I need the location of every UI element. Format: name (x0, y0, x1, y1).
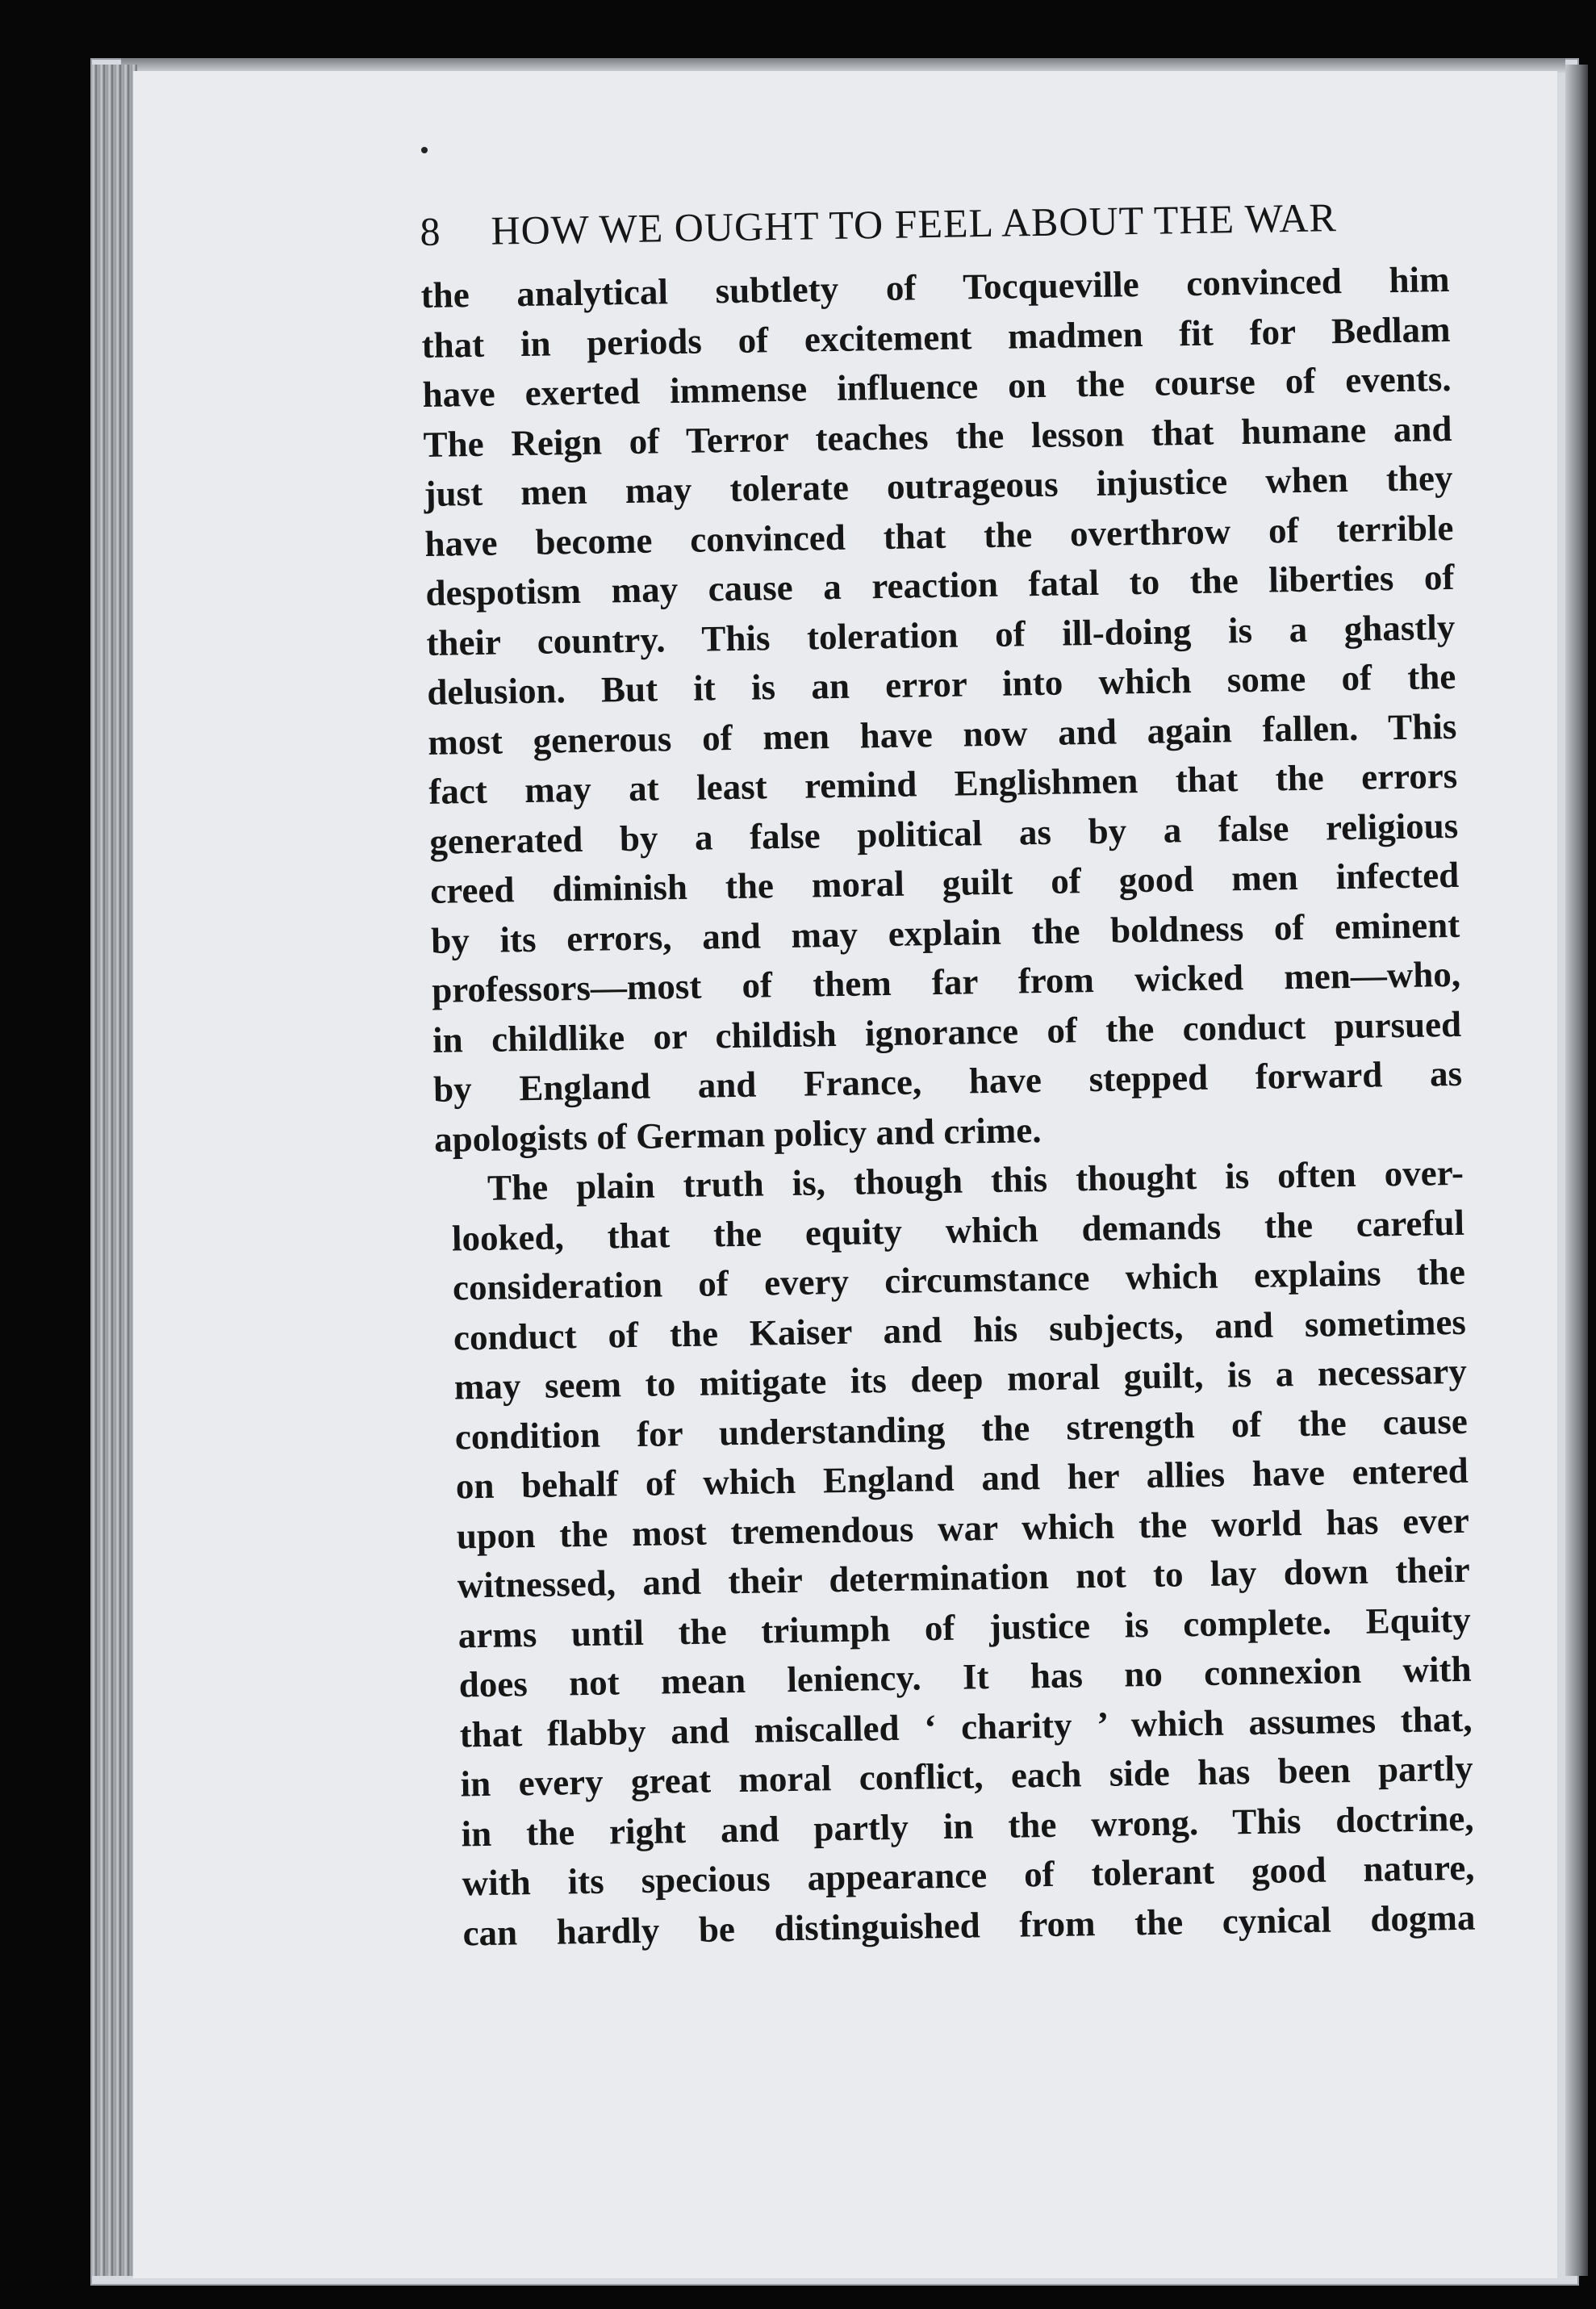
text-line: delusion. But it is an error into which some of the (427, 655, 1456, 713)
text-line: apologists of German policy and crime. (433, 1109, 1042, 1160)
page-edge-right (1565, 65, 1588, 2276)
paragraph-2 (435, 1148, 1476, 1959)
running-head-title: HOW WE OUGHT TO FEEL ABOUT THE WAR (491, 195, 1338, 253)
text-line: just men may tolerate outrageous injustice when they (424, 457, 1453, 514)
text-line: does not mean leniency. It has no connexion with (458, 1648, 1472, 1705)
text-line: with its specious appearance of tolerant good nature, (462, 1847, 1475, 1904)
text-line: arms until the triumph of justice is complete. Equity (457, 1599, 1472, 1655)
page-content (420, 192, 1476, 1959)
text-line: generated by a false political as by a false religious (428, 805, 1459, 862)
text-line: conduct of the Kaiser and his subjects, and sometimes (453, 1301, 1467, 1358)
text-line: The plain truth is, though this thought is often over- (487, 1152, 1464, 1208)
text-line: despotism may cause a reaction fatal to the liberties of (425, 556, 1455, 613)
text-line: have become convinced that the overthrow of terrible (424, 507, 1454, 564)
text-line: creed diminish the moral guilt of good men infected (429, 854, 1460, 911)
text-line: on behalf of which England and her allies have entered (455, 1449, 1469, 1507)
text-line: their country. This toleration of ill-doing is a ghastly (426, 606, 1456, 663)
text-line: that flabby and miscalled ‘ charity ’ which assumes that, (459, 1698, 1473, 1755)
text-line: professors—most of them far from wicked men—who, (431, 953, 1461, 1010)
text-line: witnessed, and their determination not to lay down their (457, 1549, 1471, 1606)
paragraph-1 (420, 255, 1463, 1165)
text-line: the analytical subtlety of Tocqueville convinced him (420, 258, 1450, 316)
text-line: in the right and partly in the wrong. This doctrine, (461, 1797, 1474, 1854)
text-line: in every great moral conflict, each side has been partly (460, 1747, 1473, 1805)
text-line: upon the most tremendous war which the world has ever (456, 1500, 1470, 1556)
text-line: looked, that the equity which demands the careful (451, 1202, 1465, 1259)
text-line: in childlike or childish ignorance of the conduct pursued (432, 1003, 1462, 1060)
page-number: 8 (420, 208, 441, 254)
text-line: The Reign of Terror teaches the lesson that humane and (423, 408, 1452, 465)
text-line: can hardly be distinguished from the cynical dogma (462, 1897, 1476, 1953)
text-line: by its errors, and may explain the boldness of eminent (430, 904, 1460, 961)
text-line: condition for understanding the strength of the cause (454, 1400, 1469, 1457)
text-line: most generous of men have now and again fallen. This (427, 705, 1457, 763)
body-text (420, 255, 1476, 1959)
ink-speck (421, 147, 428, 153)
page-edge-left (90, 65, 137, 2276)
text-line: have exerted immense influence on the course of events. (422, 358, 1452, 415)
text-line: by England and France, have stepped forward as (432, 1052, 1463, 1110)
text-line: may seem to mitigate its deep moral guilt, is a necessary (453, 1350, 1468, 1408)
text-line: that in periods of excitement madmen fit for Bedlam (421, 308, 1451, 366)
text-line: consideration of every circumstance which explains the (452, 1251, 1466, 1308)
text-line: fact may at least remind Englishmen that the errors (428, 755, 1458, 812)
